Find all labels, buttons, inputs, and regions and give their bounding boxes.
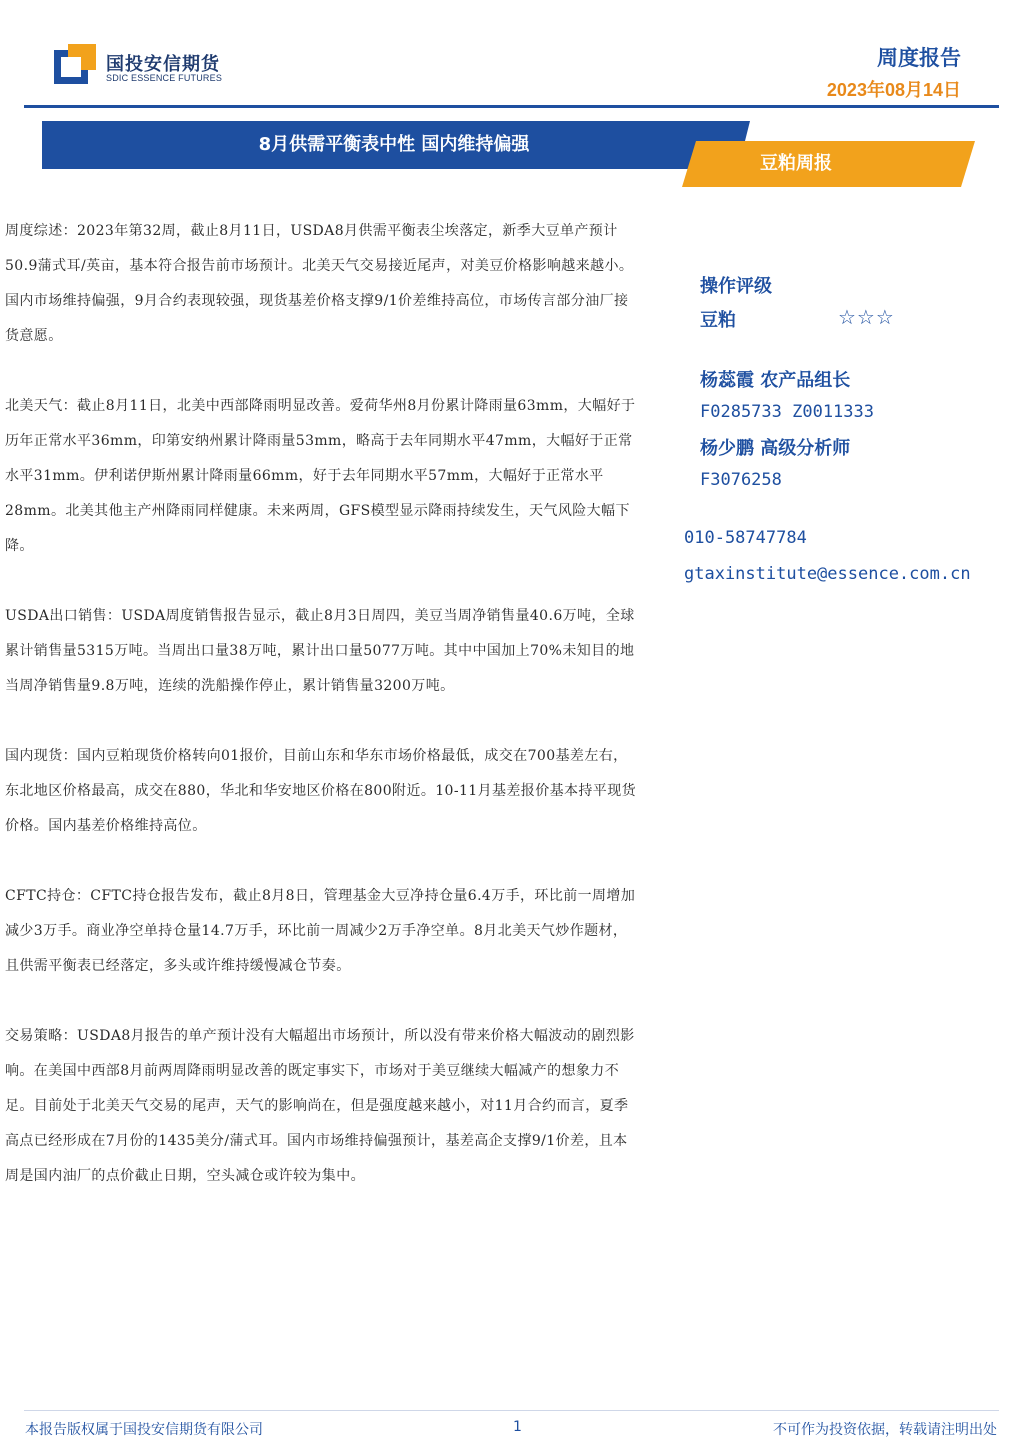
page-number: 1 [513,1419,522,1435]
report-title: 8月供需平衡表中性 国内维持偏强 [258,134,530,155]
title-banner [38,121,750,169]
rating-stars-icon: ☆☆☆ [838,305,895,329]
paragraph-weekly-summary: 周度综述：2023年第32周，截止8月11日，USDA8月供需平衡表尘埃落定，新季大豆单产预计50.9蒲式耳/英亩，基本符合报告前市场预计。北美天气交易接近尾声，对美豆价格影响越来越小。国内市场维持偏强，9月合约表现较强，现货基差价格支撑9/1价差维持高位，市场传言部分油厂接货意愿。 [5,223,634,344]
contact-phone: 010-58747784 [684,528,807,548]
author-2: 杨少鹏 高级分析师 [700,438,851,459]
report-body [5,214,640,1229]
paragraph-domestic-spot: 国内现货：国内豆粕现货价格转向01报价，目前山东和华东市场价格最低，成交在700基差左右，东北地区价格最高，成交在880，华北和华安地区价格在800附近。10-11月基差报价基本持平现货价格。国内基差价格维持高位。 [5,748,637,834]
company-logo [54,40,254,90]
paragraph-strategy: 交易策略：USDA8月报告的单产预计没有大幅超出市场预计，所以没有带来价格大幅波动的剧烈影响。在美国中西部8月前两周降雨明显改善的既定事实下，市场对于美豆继续大幅减产的想象力不足。目前处于北美天气交易的尾声，天气的影响尚在，但是强度越来越小，对11月合约而言，夏季高点已经形成在7月份的1435美分/蒲式耳。国内市场维持偏强预计，基差高企支撑9/1价差，且本周是国内油厂的点价截止日期，空头减仓或许较为集中。 [5,1028,635,1184]
report-tag-label: 豆粕周报 [760,153,832,174]
report-type: 周度报告 [877,46,961,70]
paragraph-us-weather: 北美天气：截止8月11日，北美中西部降雨明显改善。爱荷华州8月份累计降雨量63mm，大幅好于历年正常水平36mm，印第安纳州累计降雨量53mm，略高于去年同期水平47mm，大幅好于正常水平31mm。伊利诺伊斯州累计降雨量66mm，好于去年同期水平57mm，大幅好于正常水平28mm。北美其他主产州降雨同样健康。未来两周，GFS模型显示降雨持续发生，天气风险大幅下降。 [5,398,636,554]
company-name-en: SDIC ESSENCE FUTURES [106,73,223,83]
header-divider [24,105,999,108]
contact-email[interactable]: gtaxinstitute@essence.com.cn [684,564,971,584]
author-1-license: F0285733 Z0011333 [700,402,874,422]
paragraph-usda-export: USDA出口销售：USDA周度销售报告显示，截止8月3日周四，美豆当周净销售量40.6万吨，全球累计销售量5315万吨。当周出口量38万吨，累计出口量5077万吨。其中中国加上70%未知目的地当周净销售量9.8万吨，连续的洗船操作停止，累计销售量3200万吨。 [5,608,635,694]
footer-divider [24,1410,999,1411]
report-date: 2023年08月14日 [826,80,961,100]
paragraph-cftc: CFTC持仓：CFTC持仓报告发布，截止8月8日，管理基金大豆净持仓量6.4万手，环比前一周增加减少3万手。商业净空单持仓量14.7万手，环比前一周减少2万手净空单。8月北美天气炒作题材，且供需平衡表已经落定，多头或许维持缓慢减仓节奏。 [5,888,636,974]
company-name-cn: 国投安信期货 [106,54,220,75]
footer-copyright: 本报告版权属于国投安信期货有限公司 [25,1422,263,1438]
logo-mark-icon [54,44,96,84]
author-1: 杨蕊霞 农产品组长 [700,370,851,391]
report-tag [682,141,975,187]
footer-disclaimer: 不可作为投资依据，转载请注明出处 [773,1422,997,1438]
rating-title: 操作评级 [700,276,772,297]
author-2-license: F3076258 [700,470,782,490]
rating-product: 豆粕 [700,310,736,331]
